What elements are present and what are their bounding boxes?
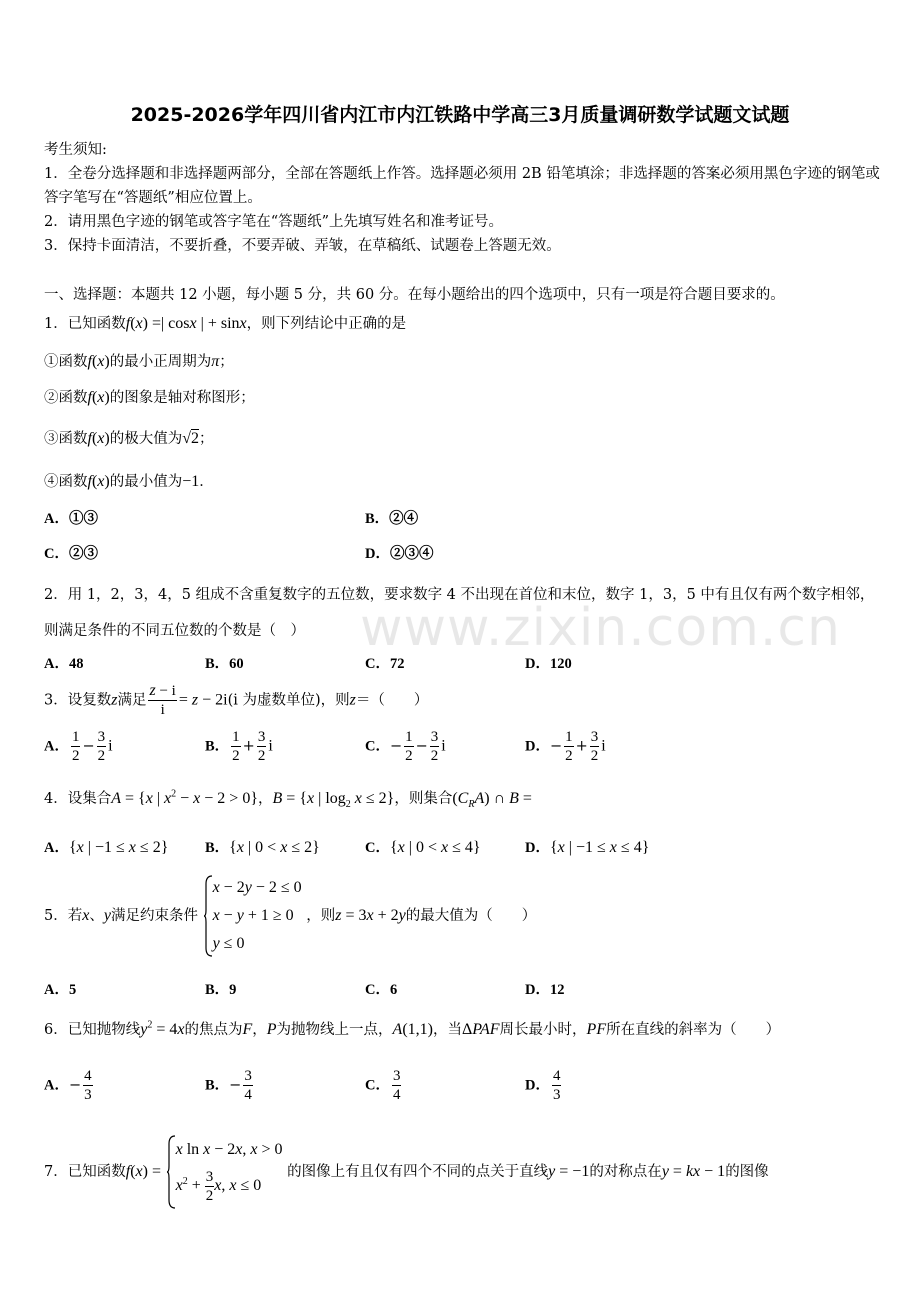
watermark: www.zixin.com.cn	[360, 598, 841, 658]
q4-option-b[interactable]: B．{x | 0 < x ≤ 2}	[205, 839, 320, 856]
q3-option-b[interactable]: B． $\frac{1}{2}$ + $\frac{3}{2}$ i	[205, 729, 273, 764]
q3-option-c[interactable]: C．− $\frac{1}{2}$ − $\frac{3}{2}$ i	[365, 729, 446, 764]
q2-option-d[interactable]: D．120	[525, 656, 572, 672]
q2-option-c[interactable]: C．72	[365, 656, 405, 672]
q1-option-c[interactable]: C．②③	[44, 546, 98, 562]
notice-item-1: 1．全卷分选择题和非选择题两部分，全部在答题纸上作答。选择题必须用 2B 铅笔填涂；非选择题的答案必须用黑色字迹的钢笔或答字笔写在“答题纸”相应位置上。	[44, 166, 880, 206]
question-6: 6．已知抛物线$y^2 = 4x$的焦点为F，P为抛物线上一点，A(1,1)，当ΔPAF周长最小时，PF所在直线的斜率为（ ）	[44, 1019, 781, 1038]
question-1: 1．已知函数f(x) =| cosx | + sinx，则下列结论中正确的是	[44, 315, 407, 332]
q4-option-a[interactable]: A．{x | −1 ≤ x ≤ 2}	[44, 839, 169, 856]
q4-option-d[interactable]: D．{x | −1 ≤ x ≤ 4}	[525, 839, 650, 856]
q3-option-d[interactable]: D．− $\frac{1}{2}$ + $\frac{3}{2}$ i	[525, 729, 606, 764]
brace-icon	[166, 1134, 176, 1210]
q4-option-c[interactable]: C．{x | 0 < x ≤ 4}	[365, 839, 481, 856]
q1-statement-2: ②函数f(x)的图象是轴对称图形；	[44, 389, 255, 406]
q6-option-c[interactable]: C． $\frac{3}{4}$	[365, 1068, 401, 1103]
question-2: 2．用 1，2，3，4，5 组成不含重复数字的五位数，要求数字 4 不出现在首位和末位，数字 1，3，5 中有且仅有两个数字相邻，则满足条件的不同五位数的个数是（ ）	[44, 587, 875, 639]
notice-item-3: 3．保持卡面清洁，不要折叠，不要弄破、弄皱，在草稿纸、试题卷上答题无效。	[44, 238, 561, 254]
q2-option-b[interactable]: B．60	[205, 656, 244, 672]
q1-option-d[interactable]: D．②③④	[365, 546, 434, 562]
question-7: 7．已知函数f(x) = x ln x − 2x, x > 0 $x^2$ + $\frac{3}{2}$ x, x ≤ 0 的图像上有且仅有四个不同的点关于直线y = −1的对称点在y = kx − 1的图像	[44, 1134, 769, 1210]
q1-option-a[interactable]: A．①③	[44, 511, 98, 527]
page-title: 2025-2026学年四川省内江市内江铁路中学高三3月质量调研数学试题文试题	[130, 104, 790, 126]
question-3: 3．设复数z满足 $\frac{z - i}{i}$ = z − 2i(i 为虚数单位)，则z＝（ ）	[44, 682, 429, 718]
q5-option-d[interactable]: D．12	[525, 982, 565, 998]
q1-statement-3: ③函数f(x)的极大值为√2；	[44, 430, 214, 447]
section-heading: 一、选择题：本题共 12 小题，每小题 5 分，共 60 分。在每小题给出的四个选项中，只有一项是符合题目要求的。	[44, 287, 785, 303]
q5-option-b[interactable]: B．9	[205, 982, 237, 998]
q6-option-a[interactable]: A．− $\frac{4}{3}$	[44, 1068, 92, 1103]
q6-option-d[interactable]: D． $\frac{4}{3}$	[525, 1068, 561, 1103]
q1-statement-1: ①函数f(x)的最小正周期为π；	[44, 353, 234, 370]
q3-option-a[interactable]: A． $\frac{1}{2}$ − $\frac{3}{2}$ i	[44, 729, 113, 764]
q1-statement-4: ④函数f(x)的最小值为−1．	[44, 473, 214, 490]
q2-option-a[interactable]: A．48	[44, 656, 84, 672]
brace-icon	[203, 874, 213, 958]
notice-item-2: 2．请用黑色字迹的钢笔或答字笔在“答题纸”上先填写姓名和准考证号。	[44, 214, 504, 230]
question-5: 5．若x、y满足约束条件 x − 2y − 2 ≤ 0 x − y + 1 ≥ 0 y ≤ 0 ，则z = 3x + 2y的最大值为（ ）	[44, 874, 536, 958]
q5-option-a[interactable]: A．5	[44, 982, 77, 998]
q6-option-b[interactable]: B．− $\frac{3}{4}$	[205, 1068, 252, 1103]
q1-option-b[interactable]: B．②④	[365, 511, 419, 527]
question-4: 4．设集合A = {x | $x^2 - x - 2 > 0$}，B = {x | $\log_2 x \le 2$}，则集合$(C_RA)$ ∩ B =	[44, 788, 532, 811]
q5-option-c[interactable]: C．6	[365, 982, 398, 998]
notice-heading: 考生须知:	[44, 142, 107, 158]
